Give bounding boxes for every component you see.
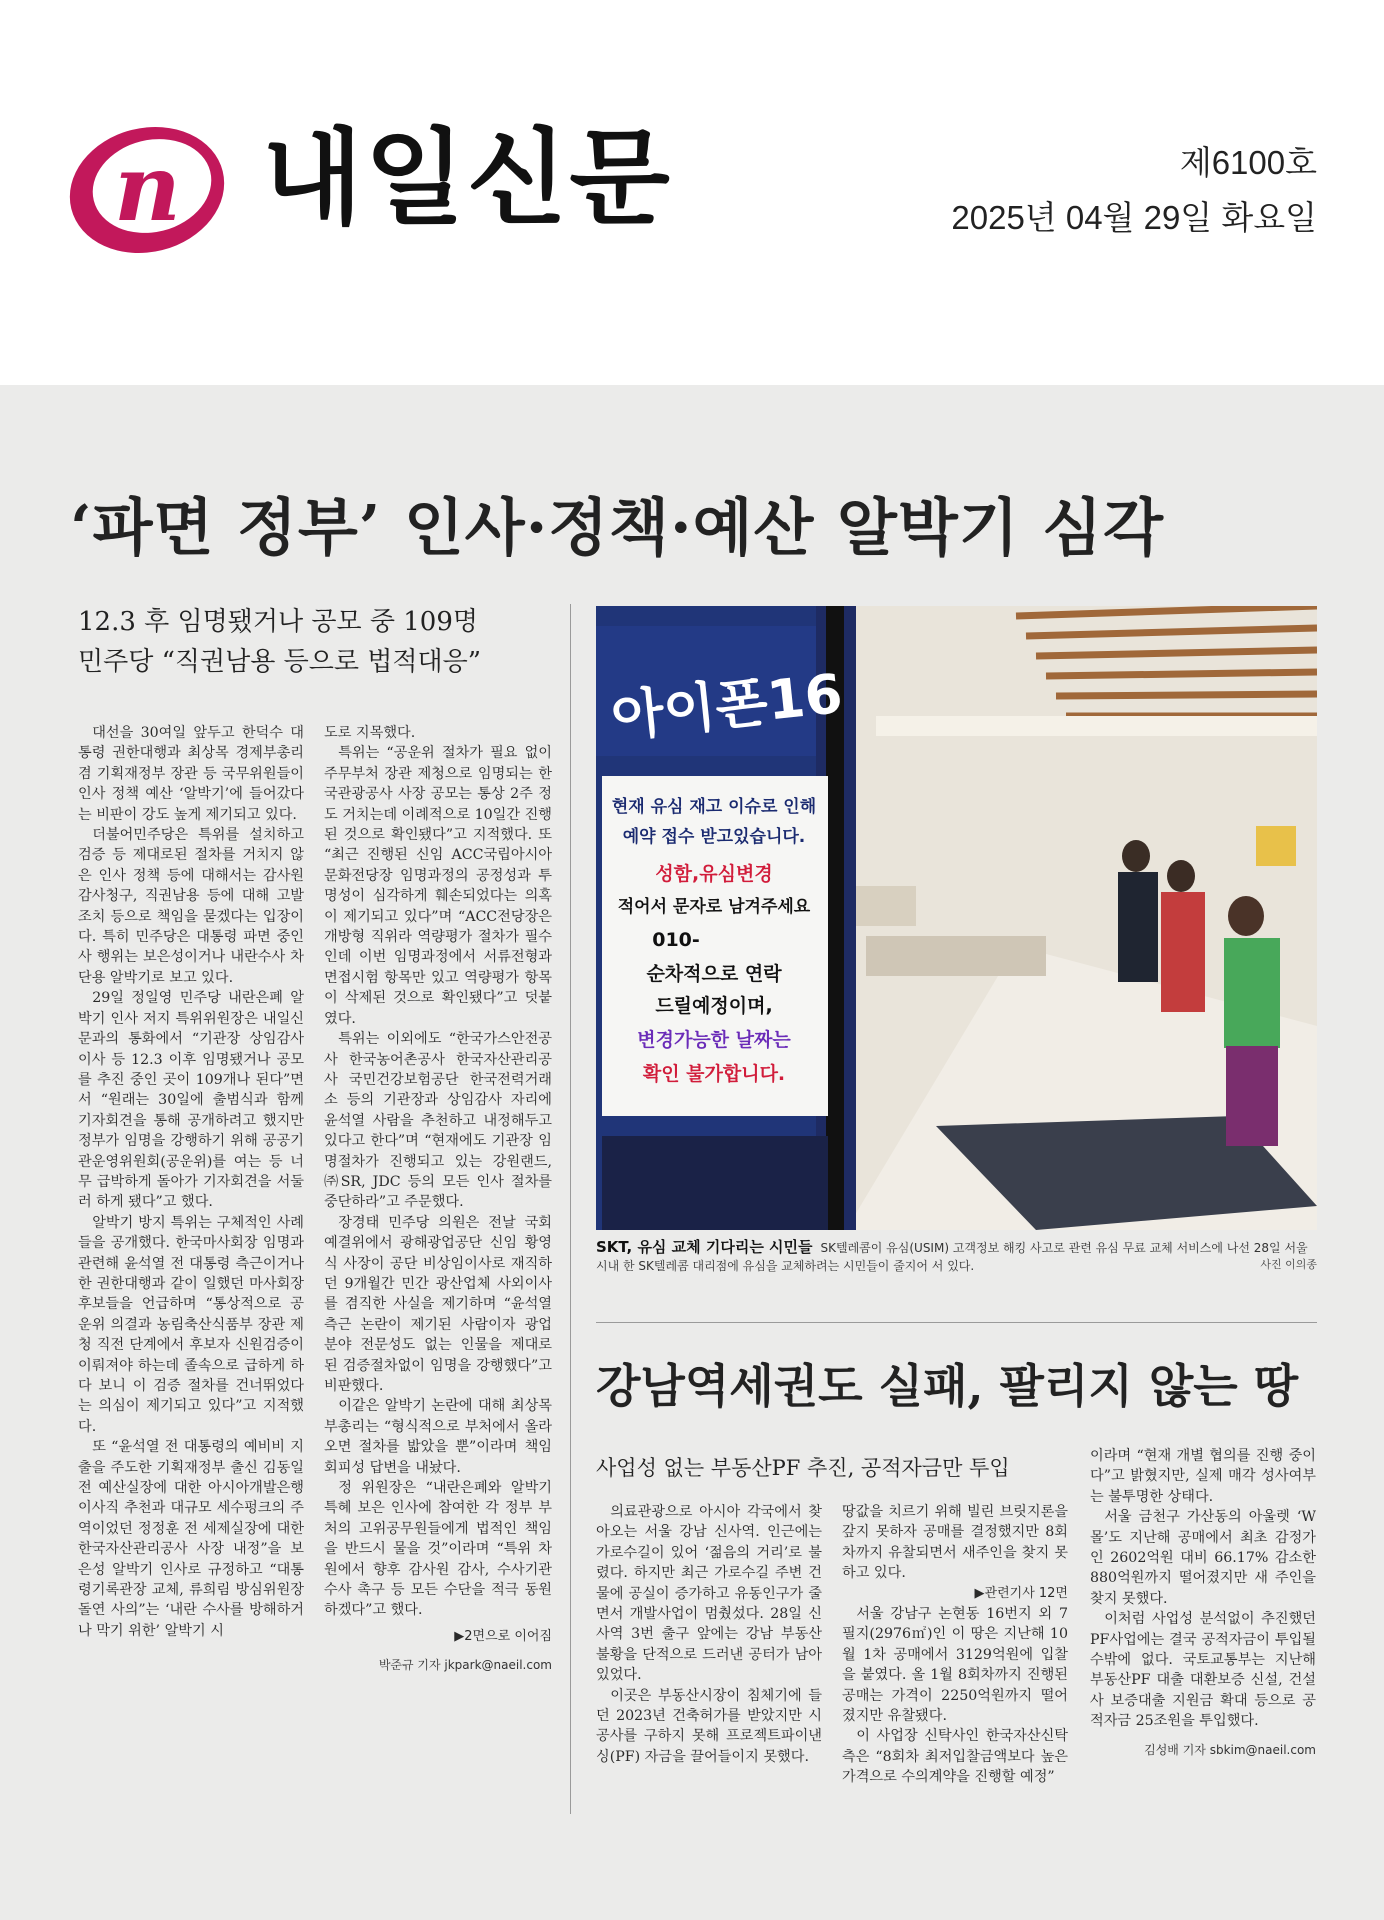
paragraph: 더불어민주당은 특위를 설치하고 검증 등 제대로된 절차를 거치지 않은 인사 정책 등에 대해서는 감사원 감사청구, 직권남용 등에 대해 고발조치 등으로 책임을 묻겠다는 입장이다. 특히 민주당은 대통령 파면 중인사 행위는 보은성이거나 내란수사 차단용 알박기로 보고 있다. [78, 827, 304, 986]
section-divider [596, 1322, 1317, 1323]
caption-title: SKT, 유심 교체 기다리는 시민들 [596, 1238, 813, 1256]
notice-line: 성함,유심변경 [655, 863, 773, 885]
news-photo [596, 606, 1317, 1230]
notice-line: 현재 유심 재고 이슈로 인해 [611, 797, 817, 817]
masthead [0, 0, 1384, 385]
issue-date: 2025년 04월 29일 화요일 [951, 199, 1317, 236]
related-article-link[interactable]: ▶관련기사 12면 [974, 1585, 1068, 1601]
second-byline: 김성배 기자 sbkim@naeil.com [1144, 1742, 1316, 1757]
naeil-logo-icon [62, 112, 232, 262]
lead-column-2 [324, 723, 552, 1676]
issue-info [951, 146, 1317, 234]
store-scene-illustration [596, 606, 1317, 1230]
notice-line: 드릴예정이며, [655, 995, 773, 1017]
paragraph: 알박기 방지 특위는 구체적인 사례들을 공개했다. 한국마사회장 임명과 관련해 윤석열 전 대통령 측근이거나 한 권한대행과 같이 일했던 마사회장 후보들을 언급하며 “통상적으로 공운위 의결과 농림축산식품부 장관 제청 직전 단계에서 후보자 신원검증이 이뤄져야 하는데 졸속으로 급하게 하다 보니 이 검증 절차를 건너뛰었다는 의심이 제기되고 있다”고 지적했다. [78, 1214, 304, 1435]
paragraph: 이처럼 사업성 분석없이 추진했던 PF사업에는 결국 공적자금이 투입될 수밖에 없다. 국토교통부는 지난해 부동산PF 대출 대환보증 신설, 건설사 보증대출 지원금 확대 등으로 공적자금 25조원을 투입했다. [1090, 1611, 1316, 1730]
second-column-3 [1090, 1446, 1316, 1760]
paragraph: 이 사업장 신탁사인 한국자산신탁 측은 “8회차 최저입찰금액보다 높은 가격으로 수의계약을 진행할 예정” [842, 1728, 1068, 1786]
second-headline: 강남역세권도 실패, 팔리지 않는 땅 [596, 1359, 1299, 1413]
paragraph: 의료관광으로 아시아 각국에서 찾아오는 서울 강남 신사역. 인근에는 가로수길이 있어 ‘젊음의 거리’로 불렸다. 하지만 최근 가로수길 주변 건물에 공실이 증가하고 유동인구가 줄면서 개발사업이 멈췄섰다. 28일 신사역 3번 출구 앞에는 강남 부동산 불황을 단적으로 드러낸 공터가 남아있었다. [596, 1504, 822, 1684]
notice-line: 010- [652, 929, 700, 951]
second-column-1 [596, 1502, 822, 1767]
paragraph: 서울 강남구 논현동 16번지 외 7필지(2976㎡)인 이 땅은 지난해 10월 1차 공매에서 3129억원에 입찰을 붙였다. 올 1월 8회차까지 진행된 공매는 가격이 2250억원까지 떨어졌지만 유찰됐다. [842, 1606, 1068, 1725]
paragraph: 땅값을 치르기 위해 빌린 브릿지론을 갚지 못하자 공매를 결정했지만 8회차까지 유찰되면서 새주인을 찾지 못하고 있다. [842, 1504, 1068, 1582]
paper-name: 내일신문 [262, 117, 672, 239]
sign-iphone16: 아이폰16 [608, 661, 846, 749]
second-column-2 [842, 1502, 1068, 1788]
notice-line: 예약 접수 받고있습니다. [622, 827, 806, 847]
column-divider [570, 604, 571, 1814]
paragraph: 도로 지목했다. [324, 725, 416, 741]
paragraph: 이곳은 부동산시장이 침체기에 들던 2023년 건축허가를 받았지만 시공사를 구하지 못해 프로젝트파이낸싱(PF) 자금을 끌어들이지 못했다. [596, 1687, 822, 1765]
lead-byline: 박준규 기자 jkpark@naeil.com [378, 1658, 552, 1673]
paragraph: 장경태 민주당 의원은 전날 국회 예결위에서 광해광업공단 신임 황영식 사장이 공단 비상임이사로 재직하던 9개월간 민간 광산업체 사외이사를 겸직한 사실을 제기하며 “윤석열 측근 논란이 제기된 사람이자 광업 분야 전문성도 없는 인물을 제대로 된 검증절차없이 임명을 강행했다”고 비판했다. [324, 1214, 552, 1394]
lead-headline: ‘파면 정부’ 인사·정책·예산 알박기 심각 [70, 491, 1165, 564]
paragraph: 또 “윤석열 전 대통령의 예비비 지출을 주도한 기획재정부 출신 김동일 전 예산실장에 대한 아시아개발은행 이사직 추천과 대규모 세수펑크의 주역이었던 정정훈 전 세제실장에 대한 한국자산관리공사 사장 내정”을 보은성 알박기 인사로 규정하고 “대통령기록관장 교체, 류희림 방심위원장 돌연 사의”는 ‘내란 수사를 방해하거나 막기 위한’ 알박기 시 [78, 1439, 304, 1639]
notice-line: 적어서 문자로 남겨주세요 [617, 897, 811, 917]
lead-subhead [78, 602, 481, 682]
notice-line: 순차적으로 연락 [646, 963, 782, 985]
paragraph: 이같은 알박기 논란에 대해 최상목 부총리는 “형식적으로 부처에서 올라오면 절차를 밟았을 뿐”이라며 책임회피성 답변을 내놨다. [324, 1398, 552, 1476]
issue-number: 제6100호 [1179, 144, 1317, 181]
lead-subhead-line-2: 민주당 “직권남용 등으로 법적대응” [78, 647, 482, 677]
paragraph: 특위는 “공운위 절차가 필요 없이 주무부처 장관 제청으로 임명되는 한국관광공사 사장 공모는 통상 2주 정도 거치는데 이례적으로 10일간 진행된 것으로 확인됐다”고 지적했다. 또 “최근 진행된 신임 ACC국립아시아문화전당장 임명과정의 공정성과 투명성이 심각하게 훼손되었다는 의혹이 제기되고 있다”며 “ACC전당장은 개방형 직위라 역량평가 절차가 필수인데 이번 임명과정에서 서류전형과 면접시험 항목만 있고 역량평가 항목이 삭제된 것으로 확인됐다”고 덧붙였다. [324, 745, 552, 1027]
notice-line: 확인 불가합니다. [642, 1063, 786, 1085]
lead-column-1 [78, 723, 304, 1641]
notice-line: 변경가능한 날짜는 [637, 1029, 791, 1051]
continued-link[interactable]: ▶2면으로 이어짐 [454, 1628, 552, 1644]
paragraph: 정 위원장은 “내란은폐와 알박기 특혜 보은 인사에 참여한 각 정부 부처의 고위공무원들에게 법적인 책임을 반드시 물을 것”이라며 “특위 차원에서 향후 감사원 감사, 수사기관 수사 촉구 등 모든 수단을 적극 동원하겠다”고 했다. [324, 1480, 552, 1619]
photo-credit: 사진 이의종 [1260, 1258, 1317, 1271]
paragraph: 서울 금천구 가산동의 아울렛 ‘W몰’도 지난해 공매에서 최초 감정가인 2602억원 대비 66.17% 감소한 880억원까지 떨어졌지만 새 주인을 찾지 못했다. [1090, 1509, 1316, 1607]
paragraph: 특위는 이외에도 “한국가스안전공사 한국농어촌공사 한국자산관리공사 국민건강보험공단 한국전력거래소 등의 기관장과 상임감사 자리에 윤석열 사람을 추천하고 내정해두고 있다고 한다”며 “현재에도 기관장 임명절차가 진행되고 있는 강원랜드, ㈜SR, JDC 등의 모든 인사 절차를 중단하라”고 주문했다. [324, 1031, 552, 1211]
photo-caption [596, 1238, 1317, 1275]
paragraph: 29일 정일영 민주당 내란은폐 알박기 인사 저지 특위위원장은 내일신문과의 통화에서 “기관장 상임감사 이사 등 12.3 이후 임명됐거나 공모를 추진 중인 곳이 109개나 된다”면서 “원래는 30일에 출범식과 함께 기자회견을 통해 공개하려고 했지만 정부가 임명을 강행하기 위해 공공기관운영위원회(공운위)를 여는 등 너무 급박하게 돌아가 기자회견을 서둘러 하게 됐다”고 했다. [78, 990, 304, 1211]
second-subhead: 사업성 없는 부동산PF 추진, 공적자금만 투입 [596, 1456, 1010, 1480]
logo-letter: n [114, 134, 181, 242]
lead-subhead-line-1: 12.3 후 임명됐거나 공모 중 109명 [78, 607, 479, 637]
caption-text: SK텔레콤이 유심(USIM) 고객정보 해킹 사고로 관련 유심 무료 교체 서비스에 나선 28일 서울 시내 한 SK텔레콤 대리점에 유심을 교체하려는 시민들이 줄지어 서 있다. [596, 1241, 1308, 1273]
paragraph: 이라며 “현재 개별 협의를 진행 중이다”고 밝혔지만, 실제 매각 성사여부는 불투명한 상태다. [1090, 1448, 1316, 1505]
paragraph: 대선을 30여일 앞두고 한덕수 대통령 권한대행과 최상목 경제부총리 겸 기획재정부 장관 등 국무위원들이 인사 정책 예산 ‘알박기’에 들어갔다는 비판이 강도 높게 제기되고 있다. [78, 725, 304, 823]
